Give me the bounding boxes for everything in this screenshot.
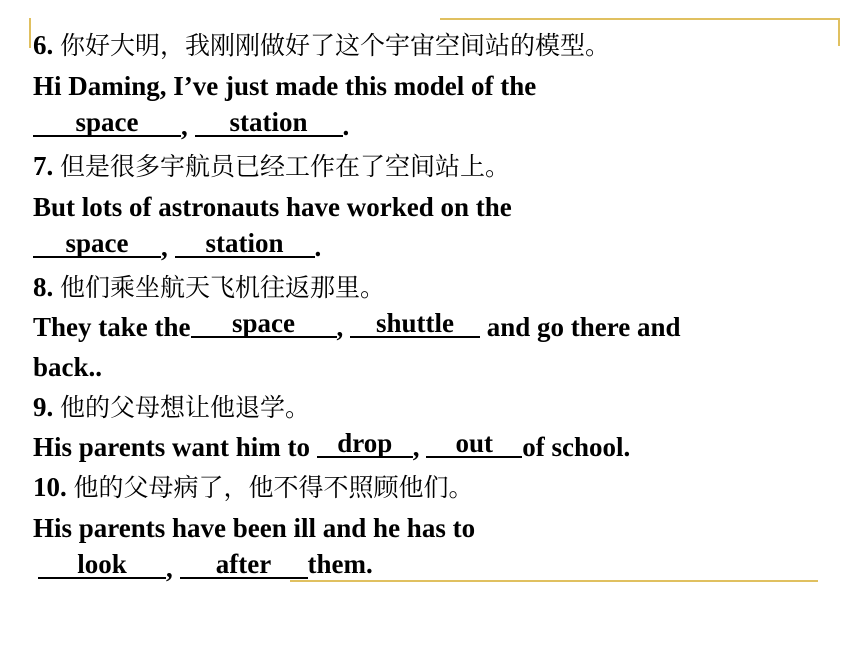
english-sentence: But lots of astronauts have worked on the <box>33 192 512 222</box>
answer-blank <box>180 551 308 579</box>
english-sentence: Hi Daming, I’ve just made this model of the <box>33 71 537 101</box>
item-6-english-line <box>33 69 536 103</box>
item-number: 10. <box>33 472 67 502</box>
item-8-english-line <box>33 310 681 344</box>
separator: , <box>181 111 188 141</box>
item-7-answer-line <box>33 230 321 264</box>
item-9-english-line <box>33 430 630 464</box>
answer-word: space <box>65 228 129 258</box>
answer-word: space <box>75 107 139 137</box>
chinese-sentence: 他的父母病了，他不得不照顾他们。 <box>73 473 474 502</box>
decorative-top-rule <box>440 18 840 20</box>
answer-blank <box>426 430 522 458</box>
answer-word: drop <box>337 428 393 458</box>
item-number: 8. <box>33 272 54 302</box>
item-8-chinese-line <box>33 270 385 305</box>
sentence-continuation: back.. <box>33 352 103 382</box>
chinese-sentence: 你好大明，我刚刚做好了这个宇宙空间站的模型。 <box>60 31 611 60</box>
english-sentence: His parents want him to <box>33 432 311 462</box>
item-6-answer-line <box>33 109 349 143</box>
item-7-english-line <box>33 190 512 224</box>
english-sentence: His parents have been ill and he has to <box>33 513 476 543</box>
sentence-ending: . <box>314 232 322 262</box>
answer-word: out <box>455 428 494 458</box>
sentence-ending: of school. <box>522 432 631 462</box>
sentence-ending: them. <box>307 549 373 579</box>
sentence-ending: . <box>342 111 350 141</box>
answer-blank <box>195 109 343 137</box>
item-7-chinese-line <box>33 149 510 184</box>
answer-blank <box>350 310 480 338</box>
item-10-english-line <box>33 511 475 545</box>
separator: , <box>336 312 344 342</box>
separator: , <box>161 232 168 262</box>
separator: , <box>166 553 173 583</box>
answer-word: shuttle <box>375 308 454 338</box>
answer-word: space <box>232 308 295 338</box>
decorative-right-rule <box>838 18 840 46</box>
sentence-ending: and go there and <box>486 312 681 342</box>
english-sentence: They take the <box>33 312 191 342</box>
answer-blank <box>191 310 337 338</box>
answer-word: after <box>215 549 272 579</box>
answer-blank <box>38 551 166 579</box>
item-10-chinese-line <box>33 470 474 505</box>
item-9-chinese-line <box>33 390 310 425</box>
answer-word: look <box>77 549 127 579</box>
chinese-sentence: 但是很多宇航员已经工作在了空间站上。 <box>60 152 511 181</box>
chinese-sentence: 他的父母想让他退学。 <box>60 393 311 422</box>
item-10-answer-line <box>38 551 373 585</box>
separator: , <box>412 432 420 462</box>
answer-blank <box>175 230 315 258</box>
chinese-sentence: 他们乘坐航天飞机往返那里。 <box>60 273 386 302</box>
answer-word: station <box>205 228 284 258</box>
answer-blank <box>33 109 181 137</box>
answer-word: station <box>229 107 308 137</box>
item-6-chinese-line <box>33 28 610 63</box>
item-8-continuation-line <box>33 350 102 384</box>
item-number: 9. <box>33 392 54 422</box>
decorative-left-rule <box>29 18 31 48</box>
item-number: 7. <box>33 151 54 181</box>
answer-blank <box>33 230 161 258</box>
answer-blank <box>317 430 413 458</box>
item-number: 6. <box>33 30 54 60</box>
